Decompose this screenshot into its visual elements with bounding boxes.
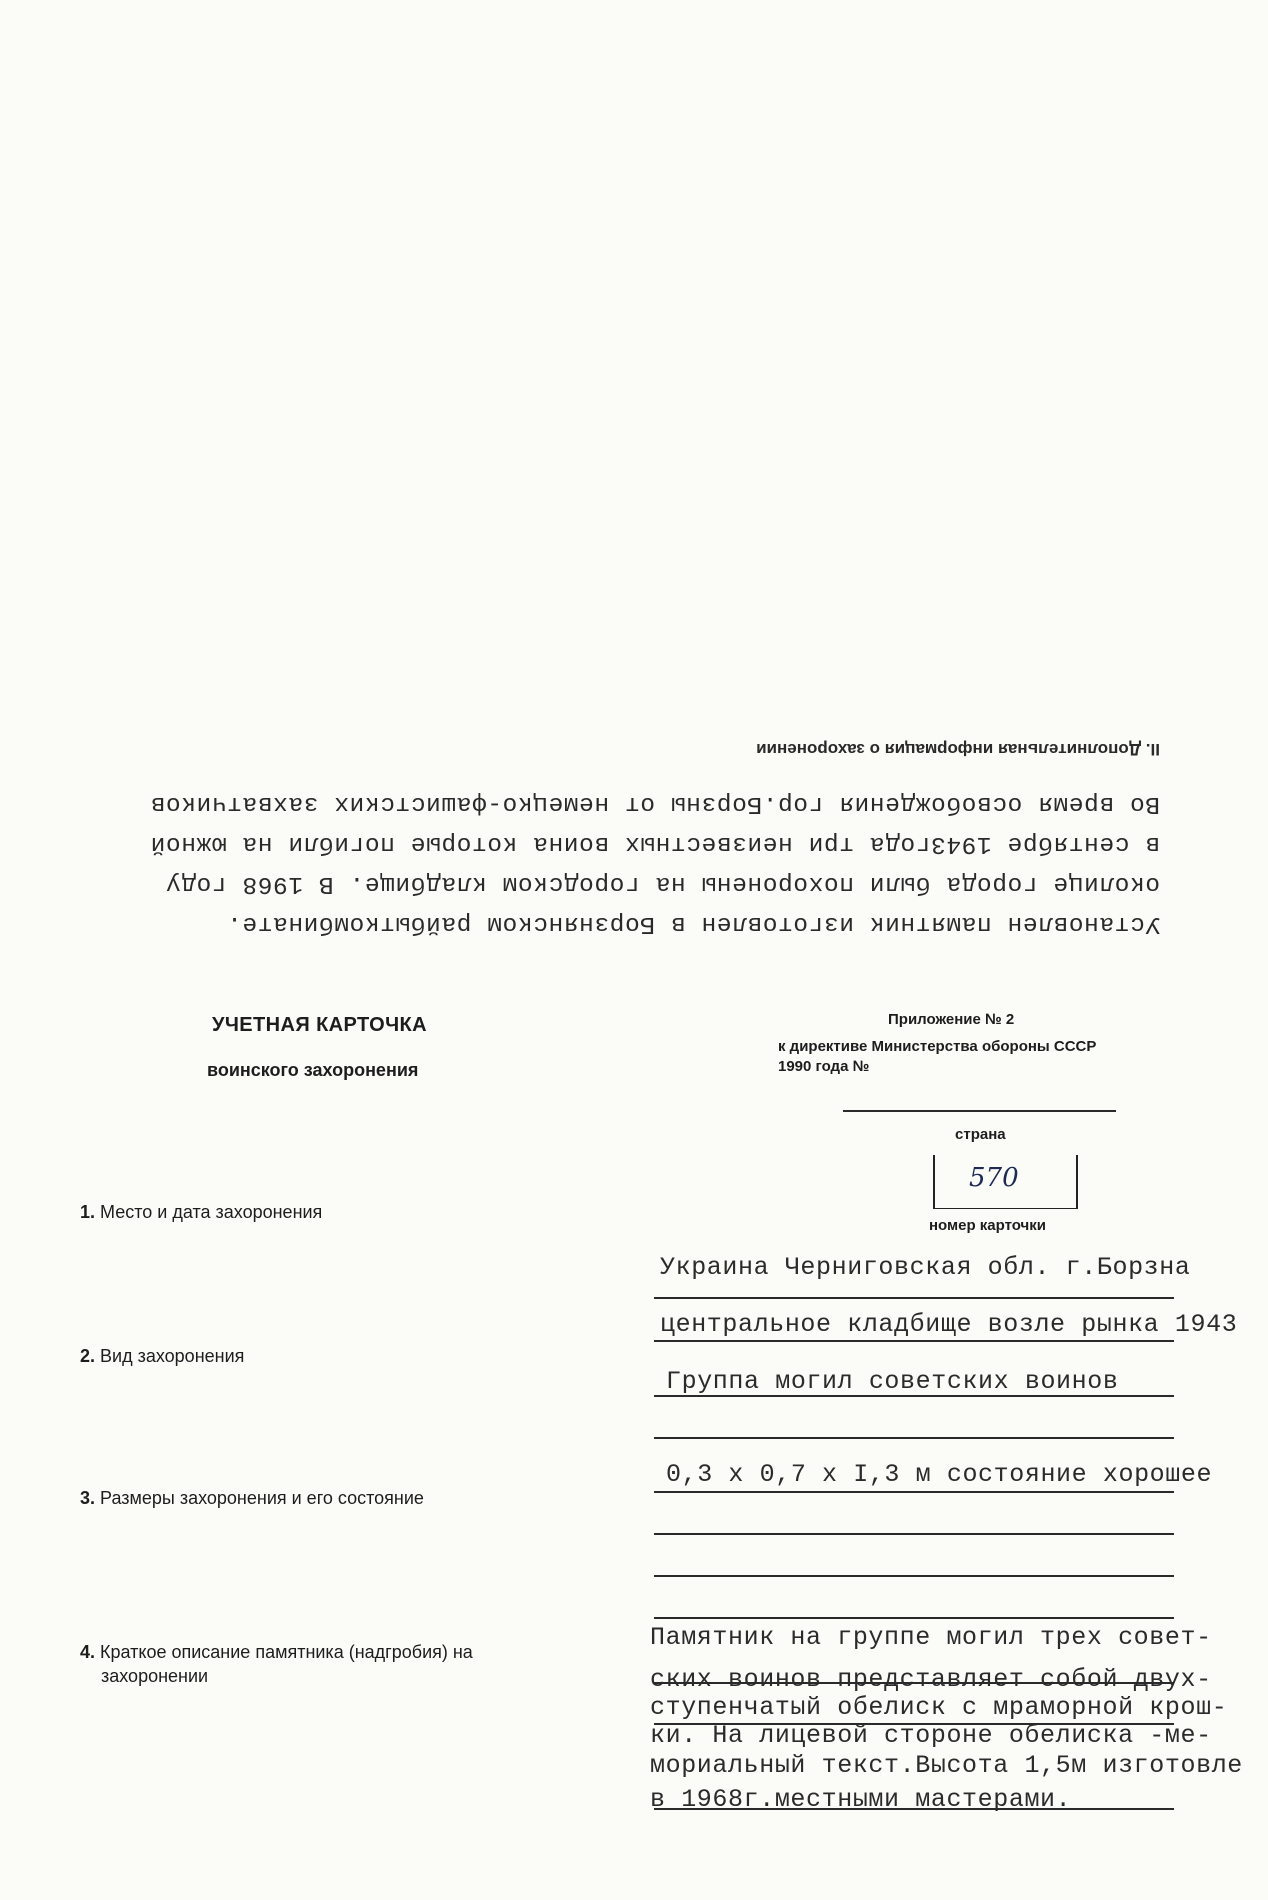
info-line-1: Во время освобождения гор.Борзны от немецко-фашистских захватчиков (150, 790, 1160, 817)
description-line-1: Памятник на группе могил трех совет- (650, 1623, 1212, 1652)
description-line-6: в 1968г.местными мастерами. (650, 1785, 1072, 1814)
answer-rule-8 (654, 1617, 1174, 1619)
item-1-label: 1. Место и дата захоронения (80, 1202, 323, 1222)
description-line-4: ки. На лицевой стороне обелиска -ме- (650, 1721, 1212, 1750)
answer-size-condition: 0,3 x 0,7 x I,3 м состояние хорошее (666, 1460, 1213, 1489)
answer-rule-7 (654, 1575, 1174, 1577)
appendix-year: 1990 года № (778, 1058, 870, 1075)
answer-rule-1 (654, 1297, 1174, 1299)
description-line-5: мориальный текст.Высота 1,5м изготовле (650, 1751, 1243, 1780)
card-number-box (933, 1155, 1078, 1209)
answer-rule-4 (654, 1437, 1174, 1439)
answer-place-line2: центральное кладбище возле рынка 1943 (660, 1310, 1238, 1339)
appendix-label: Приложение № 2 (888, 1011, 1015, 1028)
country-label: страна (955, 1126, 1006, 1143)
additional-info-section (50, 677, 1170, 937)
answer-rule-6 (654, 1533, 1174, 1535)
card-number-value: 570 (969, 1163, 1019, 1193)
description-line-3: ступенчатый обелиск с мраморной крош- (650, 1693, 1228, 1722)
answer-rule-2 (654, 1340, 1174, 1342)
info-line-4: Установлен памятник изготовлен в Борзнянском райбыткомбинате. (226, 910, 1160, 937)
answer-rule-5 (654, 1491, 1174, 1493)
item-4-label-cont: захоронении (101, 1666, 209, 1686)
item-4-label: 4. Краткое описание памятника (надгробия) на (80, 1642, 473, 1662)
answer-burial-type: Группа могил советских воинов (666, 1367, 1119, 1396)
description-line-2: ских воинов представляет собой двух- (650, 1665, 1212, 1694)
card-title: УЧЕТНАЯ КАРТОЧКА (212, 1014, 427, 1036)
card-subtitle: воинского захоронения (207, 1060, 419, 1080)
answer-place-line1: Украина Черниговская обл. г.Борзна (660, 1253, 1191, 1282)
country-rule (843, 1110, 1116, 1112)
appendix-directive: к директиве Министерства обороны СССР (778, 1038, 1097, 1055)
item-3-label: 3. Размеры захоронения и его состояние (80, 1488, 424, 1508)
item-2-label: 2. Вид захоронения (80, 1346, 245, 1366)
info-line-2: в сентябре 1943года три неизвестных воина которые погибли на южной (150, 830, 1160, 857)
info-heading: II. Дополнительная информация о захоронении (756, 740, 1160, 759)
card-number-label: номер карточки (929, 1217, 1046, 1234)
info-line-3: околице города были похоронены на городском кладбище. В 1968 году (165, 870, 1160, 897)
